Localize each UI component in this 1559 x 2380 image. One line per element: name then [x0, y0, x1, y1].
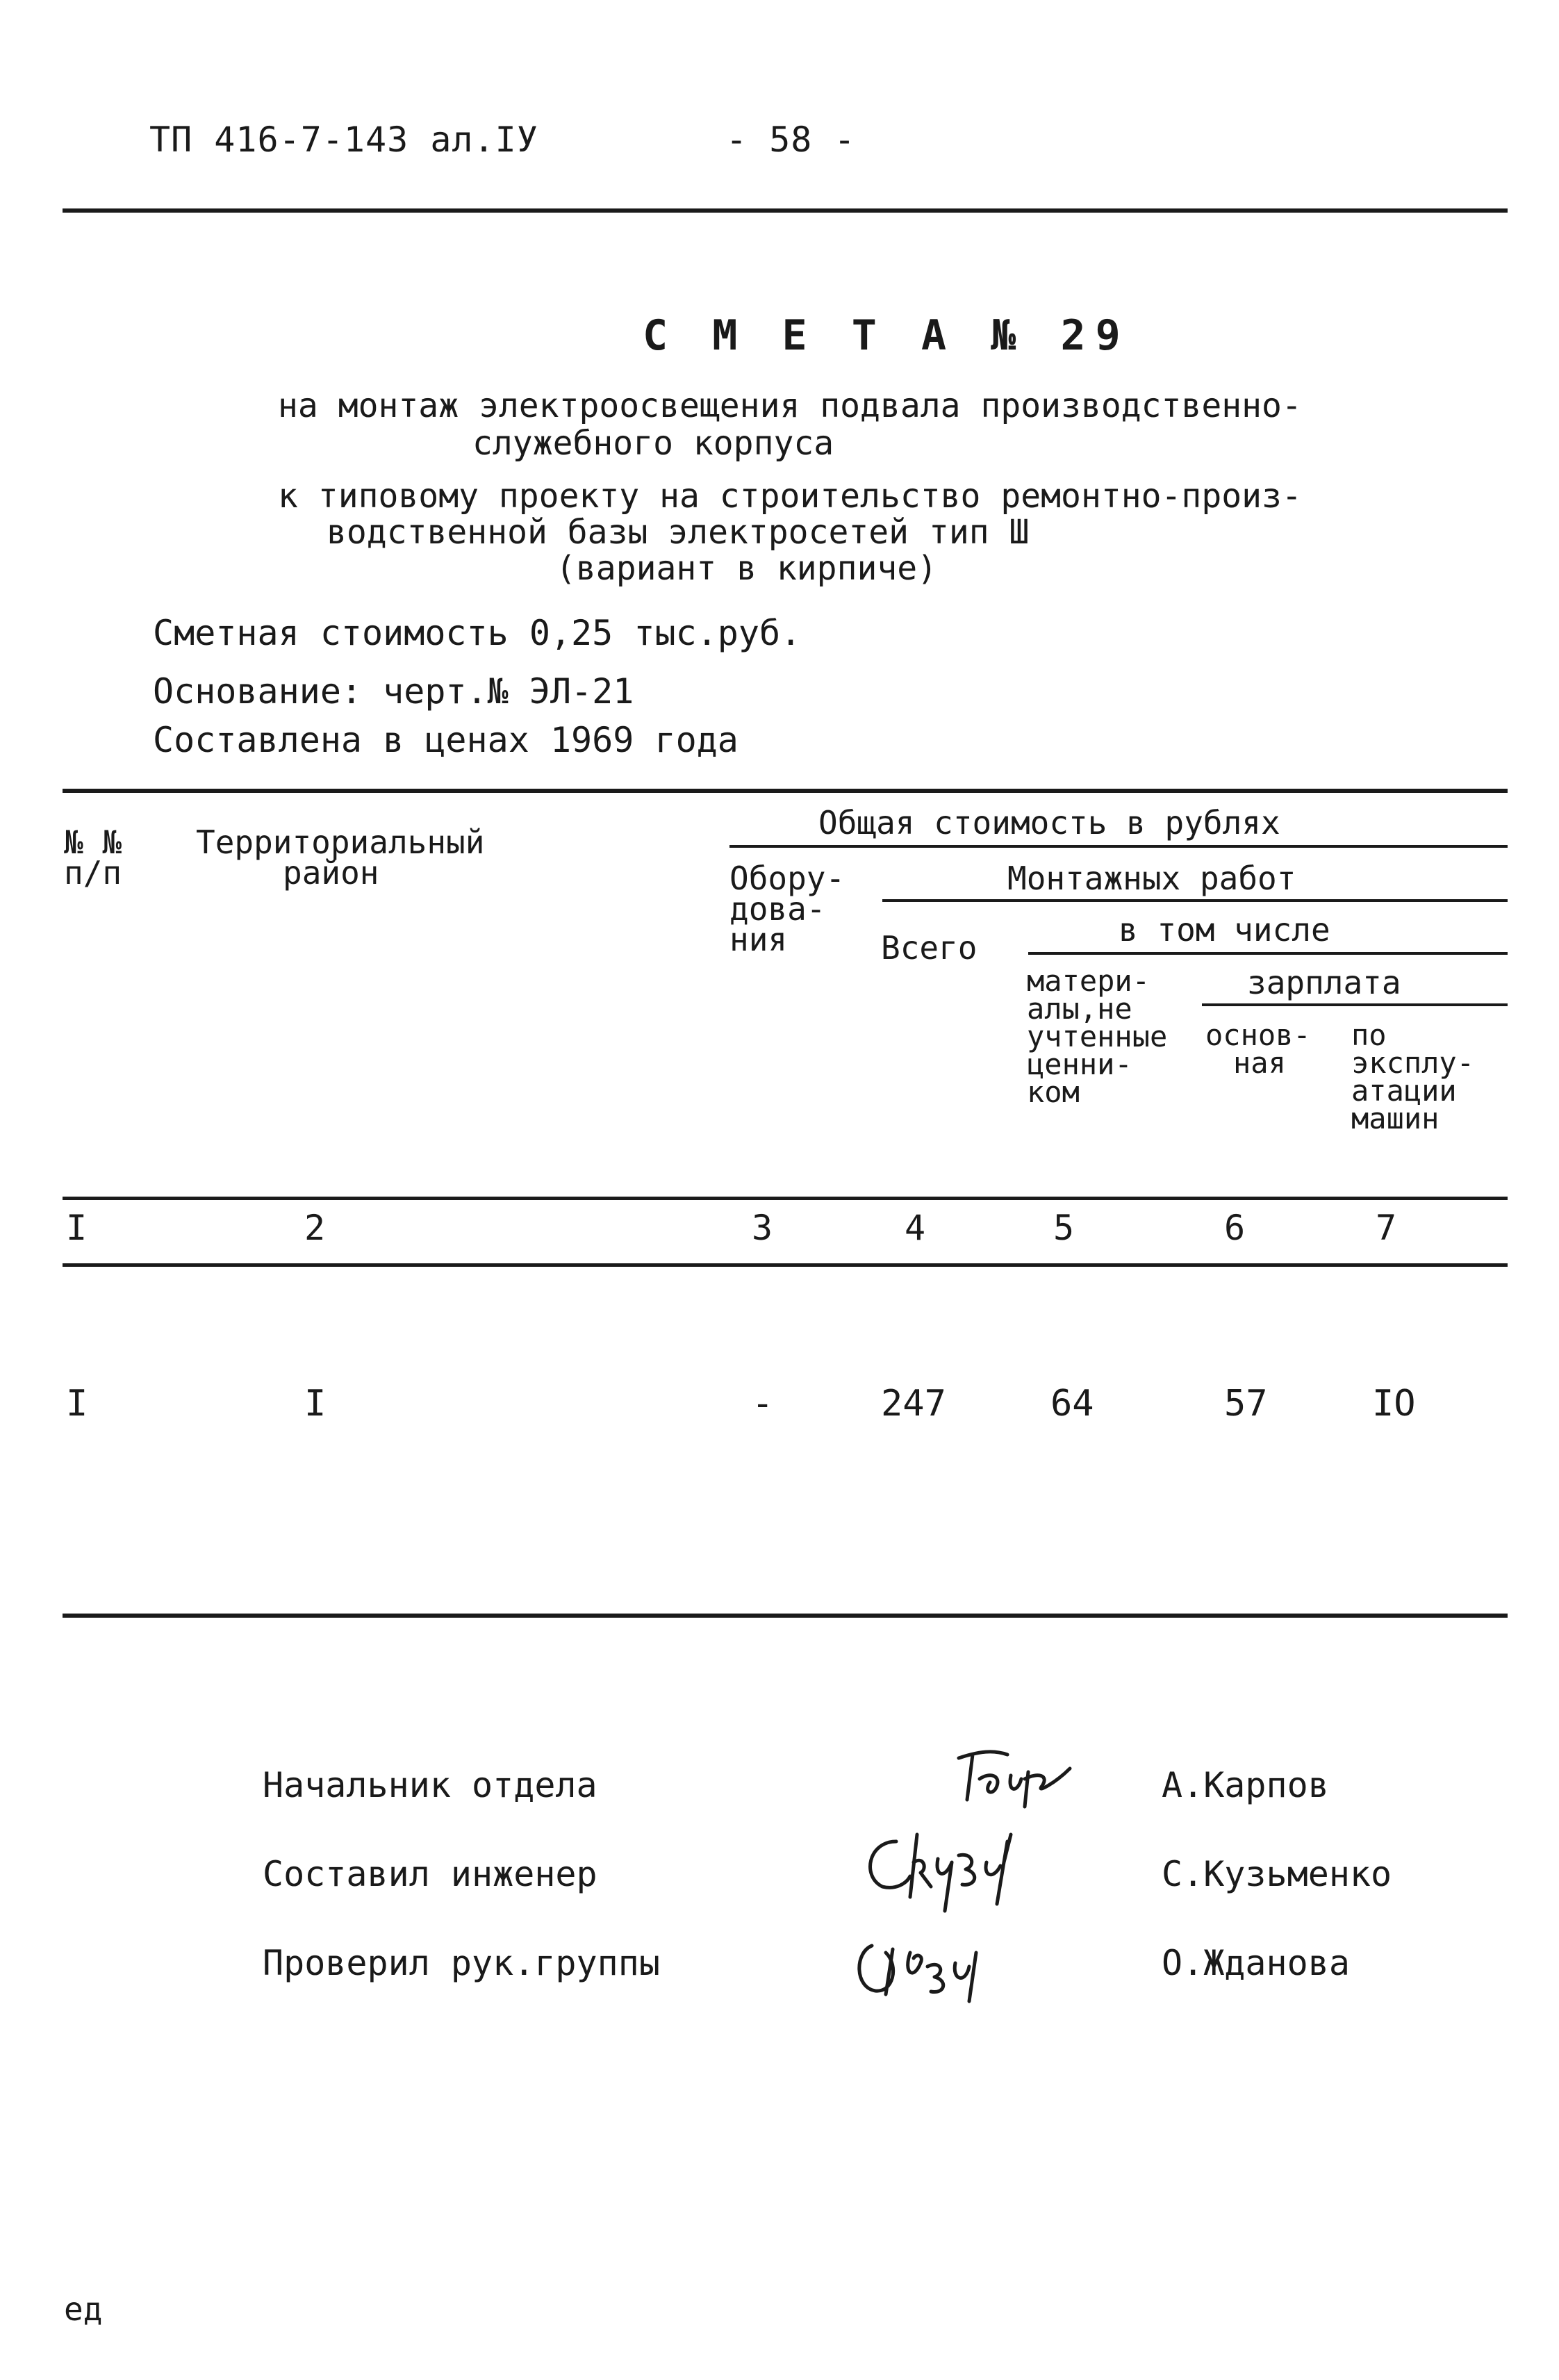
header-materials: матери- алы,не учтенные ценни- ком [1027, 964, 1168, 1109]
header-total-cost: Общая стоимость в рублях [818, 804, 1280, 842]
header-rule-total [729, 845, 1508, 848]
cell-basic-salary: 57 [1224, 1383, 1268, 1425]
header-total: Всего [881, 929, 978, 967]
header-installation: Монтажных работ [1007, 860, 1296, 897]
handwritten-signature-1 [952, 1744, 1091, 1821]
handwritten-signature-3 [844, 1925, 1011, 2008]
column-number-2: 2 [304, 1208, 326, 1248]
handwritten-signature-2 [855, 1821, 1077, 1918]
page-number: - 58 - [726, 120, 856, 160]
header-equipment: Обору- дова- ния [729, 860, 846, 958]
subtitle-line-5: (вариант в кирпиче) [556, 549, 938, 588]
basis-drawing: Основание: черт.№ ЭЛ-21 [153, 671, 634, 712]
subtitle-line-1: на монтаж электроосвещения подвала производственно- [278, 386, 1302, 425]
header-machines: по эксплу- атации машин [1351, 1018, 1475, 1135]
header-rule-salary [1202, 1003, 1508, 1006]
header-rule-including [1028, 952, 1508, 955]
signature-role-3: Проверил рук.группы [263, 1943, 660, 1983]
table-bottom-rule [63, 1614, 1508, 1618]
column-number-1: I [66, 1208, 88, 1248]
column-number-5: 5 [1053, 1208, 1075, 1248]
column-number-7: 7 [1376, 1208, 1397, 1248]
cell-materials: 64 [1050, 1383, 1094, 1425]
cell-equipment: - [752, 1383, 774, 1425]
signature-role-2: Составил инженер [263, 1854, 597, 1894]
header-divider [63, 208, 1508, 213]
column-numbers-rule [63, 1263, 1508, 1267]
cell-region: I [304, 1383, 327, 1425]
column-number-6: 6 [1224, 1208, 1246, 1248]
subtitle-line-3: к типовому проекту на строительство ремонтно-произ- [278, 477, 1302, 516]
header-salary: зарплата [1247, 964, 1401, 1001]
document-code: ТП 416-7-143 ал.IУ [149, 120, 538, 160]
footer-mark: ед [64, 2290, 103, 2328]
header-region: Территориальный район [196, 823, 485, 892]
cell-total: 247 [881, 1383, 946, 1425]
header-basic: основ- ная [1205, 1018, 1311, 1080]
header-rule-installation [882, 899, 1508, 902]
signature-role-1: Начальник отдела [263, 1765, 597, 1805]
cell-num: I [66, 1383, 88, 1425]
header-num: № № п/п [64, 823, 122, 892]
price-level: Составлена в ценах 1969 года [153, 720, 739, 760]
subtitle-line-2: служебного корпуса [472, 424, 834, 463]
subtitle-line-4: водственной базы электросетей тип Ш [327, 513, 1030, 552]
column-number-3: 3 [752, 1208, 773, 1248]
header-bottom-rule [63, 1197, 1508, 1200]
signature-name-1: А.Карпов [1162, 1765, 1329, 1805]
signature-name-3: О.Жданова [1162, 1943, 1350, 1983]
table-top-rule [63, 789, 1508, 793]
signature-name-2: С.Кузьменко [1162, 1854, 1392, 1894]
header-including: в том числе [1119, 911, 1330, 949]
cell-machine-salary: IO [1372, 1383, 1416, 1425]
document-title: С М Е Т А № 29 [643, 311, 1130, 360]
column-number-4: 4 [905, 1208, 926, 1248]
estimated-cost: Сметная стоимость 0,25 тыс.руб. [153, 613, 802, 653]
